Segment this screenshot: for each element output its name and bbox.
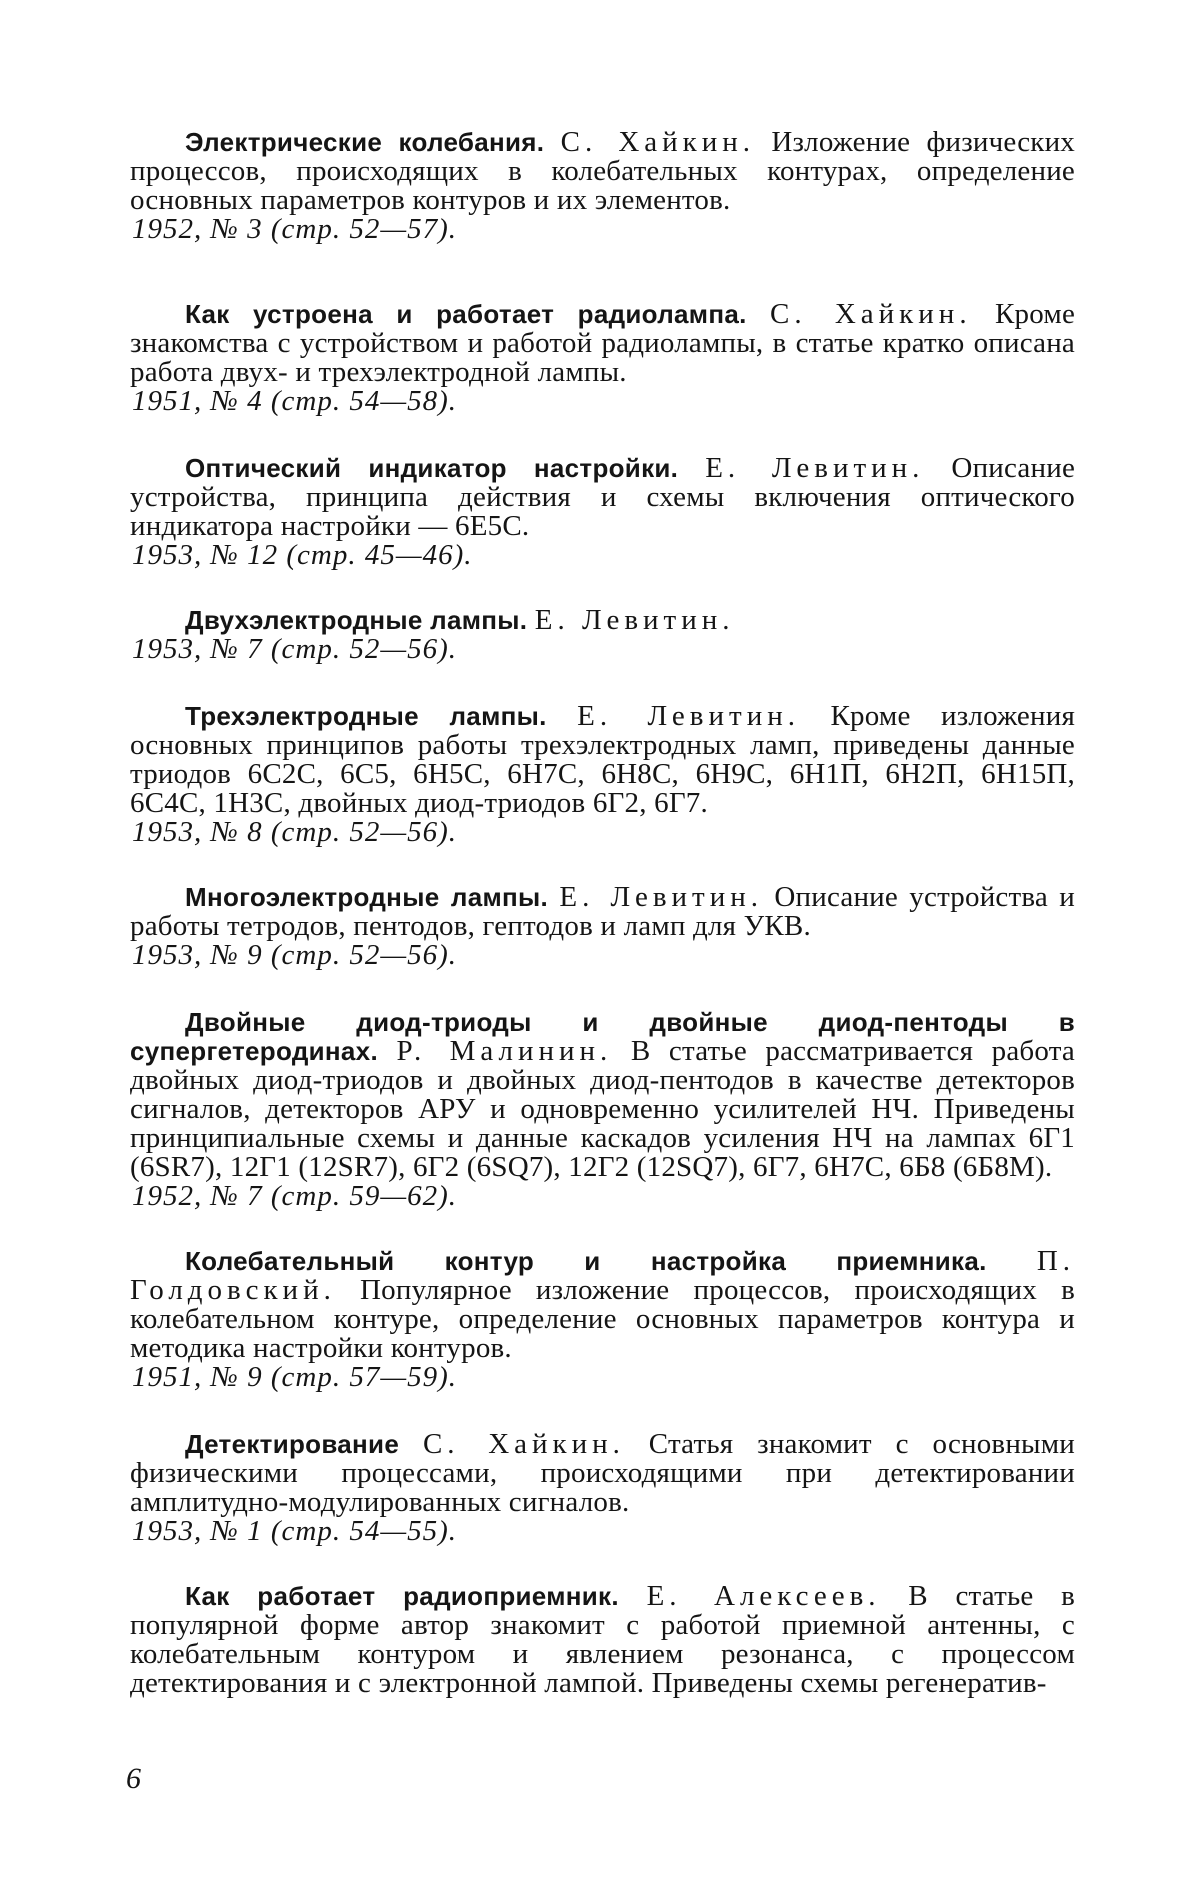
entry-author: П. Голдовский.: [130, 1245, 1076, 1306]
entry-description: Описание устройства, принципа действия и схемы включения оптического индикатора настройки — 6Е5С.: [130, 452, 1076, 542]
bibliography-entry: [130, 1247, 1075, 1392]
entry-title: Колебательный контур и настройка приемника.: [185, 1246, 987, 1276]
entry-description: Статья знакомит с основными физическими процессами, происходящими при детектировании амплитудно-модулированных сигналов.: [130, 1428, 1075, 1518]
bibliography-entry: [130, 1582, 1075, 1698]
entry-description: Описание устройства и работы тетродов, пентодов, гептодов и ламп для УКВ.: [130, 881, 1076, 942]
entry-author: Е. Левитин.: [559, 881, 764, 913]
entry-description: Популярное изложение процессов, происходящих в колебательном контуре, определение основных параметров контура и методика настройки контуров.: [130, 1274, 1076, 1364]
entry-reference: 1953, № 1 (стр. 54—55).: [132, 1515, 458, 1547]
bibliography-entry: [130, 702, 1075, 847]
entry-description: Изложение физических процессов, происходящих в колебательных контурах, определение основных параметров контуров и их элементов.: [130, 126, 1075, 216]
entry-title: Электрические колебания.: [185, 127, 545, 157]
entry-reference: 1952, № 7 (стр. 59—62).: [132, 1180, 458, 1212]
entry-title: Двойные диод-триоды и двойные диод-пентоды в супергетеродинах.: [130, 1007, 1075, 1066]
page-number: 6: [126, 1762, 141, 1795]
entry-title: Трехэлектродные лампы.: [185, 701, 547, 731]
entry-author: С. Хайкин.: [560, 126, 756, 158]
entry-author: Е. Алексеев.: [646, 1580, 881, 1612]
bibliography-entry: [130, 128, 1075, 244]
entry-description: Кроме знакомства с устройством и работой радиолампы, в статье кратко описана работа двух- и трехэлектродной лампы.: [130, 298, 1076, 388]
entry-title: Как работает радиоприемник.: [185, 1581, 619, 1611]
entry-description: В статье в популярной форме автор знакомит с работой приемной антенны, с колебательным контуром и явлением резонанса, с процессом детектирования и с электронной лампой. Приведены схемы регенератив-: [130, 1580, 1075, 1699]
bibliography-entry: [130, 454, 1075, 570]
entry-reference: 1953, № 9 (стр. 52—56).: [132, 939, 458, 971]
entry-author: Е. Левитин.: [534, 604, 735, 636]
bibliography-entry: [130, 883, 1075, 970]
entry-reference: 1952, № 3 (стр. 52—57).: [132, 213, 458, 245]
entry-author: Р. Малинин.: [396, 1035, 613, 1067]
entry-author: С. Хайкин.: [770, 298, 972, 330]
document-page: [130, 128, 1075, 1698]
entry-author: С. Хайкин.: [422, 1428, 625, 1460]
entry-author: Е. Левитин.: [705, 452, 925, 484]
entry-description: В статье рассматривается работа двойных диод-триодов и двойных диод-пентодов в качестве детекторов сигналов, детекторов АРУ и одновременно усилителей НЧ. Приведены принципиальные схемы и данные каскадов усиления НЧ на лампах 6Г1 (6SR7), 12Г1 (12SR7), 6Г2 (6SQ7), 12Г2 (12SQ7), 6Г7, 6Н7С, 6Б8 (6Б8М).: [130, 1035, 1076, 1183]
entry-title: Оптический индикатор настройки.: [185, 453, 679, 483]
bibliography-entry: [130, 606, 1075, 664]
entry-title: Детектирование: [185, 1429, 400, 1459]
entry-title: Двухэлектродные лампы.: [185, 605, 528, 635]
entry-reference: 1953, № 7 (стр. 52—56).: [132, 633, 458, 665]
entry-title: Многоэлектродные лампы.: [185, 882, 549, 912]
entry-description: Кроме изложения основных принципов работы трехэлектродных ламп, приведены данные триодов 6С2С, 6С5, 6Н5С, 6Н7С, 6Н8С, 6Н9С, 6Н1П, 6Н2П, 6Н15П, 6С4С, 1Н3С, двойных диод-триодов 6Г2, 6Г7.: [130, 700, 1075, 819]
bibliography-entry: [130, 1008, 1075, 1211]
entry-reference: 1951, № 4 (стр. 54—58).: [132, 385, 458, 417]
bibliography-entry: [130, 300, 1075, 416]
entry-reference: 1953, № 8 (стр. 52—56).: [132, 816, 458, 848]
bibliography-entry: [130, 1430, 1075, 1546]
entry-title: Как устроена и работает радиолампа.: [185, 299, 747, 329]
entry-author: Е. Левитин.: [577, 700, 800, 732]
entry-reference: 1953, № 12 (стр. 45—46).: [132, 539, 473, 571]
entry-reference: 1951, № 9 (стр. 57—59).: [132, 1361, 458, 1393]
